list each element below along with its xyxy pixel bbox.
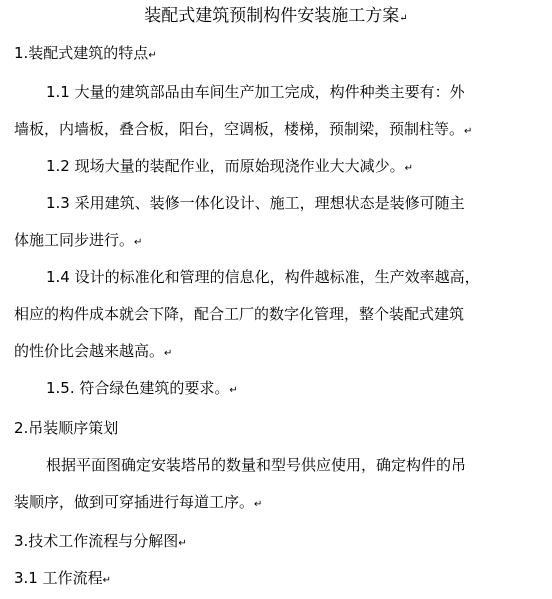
- paragraph-line-text: 根据平面图确定安装塔吊的数量和型号供应使用，确定构件的吊: [46, 456, 467, 474]
- paragraph-line: [46, 267, 546, 287]
- paragraph-line: [14, 492, 544, 515]
- paragraph-line: [46, 193, 546, 213]
- paragraph-mark-icon: ↵: [254, 499, 263, 510]
- paragraph-line: [14, 119, 544, 142]
- paragraph-mark-icon: ↵: [229, 385, 238, 396]
- paragraph-line-text: 1.1 大量的建筑部品由车间生产加工完成，构件种类主要有：外: [46, 83, 465, 101]
- paragraph-mark-icon: ↵: [464, 126, 473, 137]
- paragraph-mark-icon: ↵: [399, 13, 408, 24]
- document-title: [0, 4, 552, 31]
- heading-3: [14, 531, 544, 554]
- paragraph-line-text: 1.4 设计的标准化和管理的信息化，构件越标准，生产效率越高，: [46, 268, 480, 286]
- paragraph-line: [46, 455, 546, 475]
- paragraph-line: [14, 341, 544, 364]
- paragraph-line-text: 的性价比会越来越高。: [14, 342, 165, 360]
- paragraph-mark-icon: ↵: [148, 50, 157, 61]
- paragraph-mark-icon: ↵: [404, 163, 414, 174]
- paragraph-line-text: 装顺序，做到可穿插进行每道工序。: [14, 493, 255, 511]
- heading-2-text: 2.吊装顺序策划: [14, 419, 119, 437]
- heading-3-1: [14, 568, 544, 591]
- paragraph-line: [46, 156, 546, 179]
- paragraph-line-text: 体施工同步进行。: [14, 231, 135, 249]
- paragraph-line: [46, 378, 546, 401]
- heading-2: [14, 418, 544, 438]
- heading-1: [14, 43, 544, 66]
- heading-3-1-text: 3.1 工作流程: [14, 569, 103, 587]
- paragraph-line: [14, 230, 544, 253]
- paragraph-line-text: 墙板，内墙板，叠合板，阳台，空调板，楼梯，预制梁，预制柱等。: [14, 120, 465, 138]
- paragraph-mark-icon: ↵: [178, 538, 187, 549]
- paragraph-line-text: 1.5. 符合绿色建筑的要求。: [46, 379, 230, 397]
- heading-1-text: 1.装配式建筑的特点: [14, 44, 149, 62]
- paragraph-line: [14, 304, 544, 324]
- paragraph-line-text: 相应的构件成本就会下降，配合工厂的数字化管理，整个装配式建筑: [14, 305, 465, 323]
- heading-3-text: 3.技术工作流程与分解图: [14, 532, 179, 550]
- paragraph-mark-icon: ↵: [134, 237, 143, 248]
- paragraph-mark-icon: ↵: [102, 575, 112, 586]
- document-title-text: 装配式建筑预制构件安装施工方案: [144, 6, 400, 26]
- paragraph-line-text: 1.3 采用建筑、装修一体化设计、施工，理想状态是装修可随主: [46, 194, 465, 212]
- paragraph-line-text: 1.2 现场大量的装配作业，而原始现浇作业大大减少。: [46, 157, 405, 175]
- paragraph-mark-icon: ↵: [164, 348, 173, 359]
- paragraph-line: [46, 82, 546, 102]
